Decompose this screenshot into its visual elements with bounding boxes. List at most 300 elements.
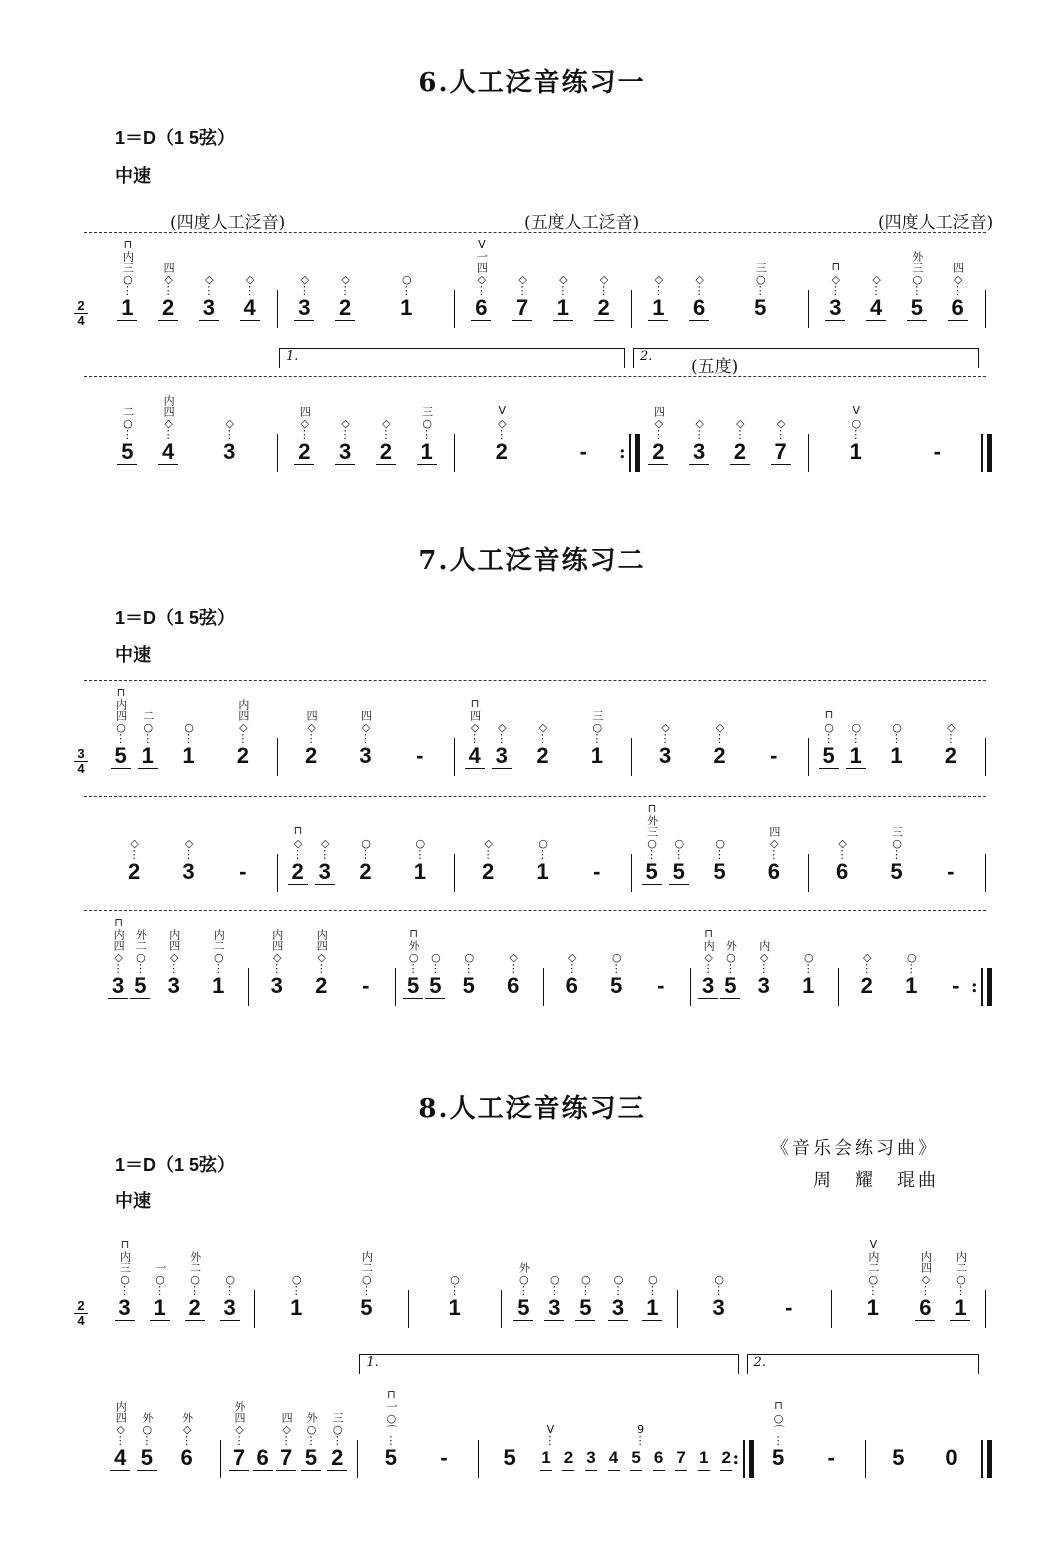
technique-marks — [406, 837, 434, 860]
technique-mark: ⊓内三○ — [118, 1238, 132, 1286]
technique-mark: 三○ — [890, 826, 904, 850]
note-digit: 3 — [757, 973, 770, 998]
barline — [277, 738, 278, 776]
barline — [631, 854, 632, 892]
harmonic-dots: ⋮ — [339, 428, 351, 441]
note — [403, 927, 423, 999]
volta-bracket: 2. — [747, 1354, 979, 1374]
technique-mark: ◇ — [128, 837, 142, 850]
note-digit: 5 — [771, 1445, 785, 1470]
technique-marks — [352, 710, 380, 744]
key-signature: 1＝D（1 5弦） — [115, 128, 236, 148]
technique-marks — [331, 273, 359, 296]
note — [335, 273, 355, 321]
harmonic-dots: ⋮ — [290, 1284, 302, 1297]
technique-mark: 内二○ — [212, 929, 226, 964]
harmonic-dots: ⋮ — [421, 428, 433, 441]
technique-mark: 内四◇ — [919, 1251, 933, 1286]
note — [689, 273, 709, 321]
note — [750, 262, 770, 320]
harmonic-dots: ⋮ — [121, 284, 133, 297]
time-signature — [74, 1300, 88, 1327]
note — [798, 951, 818, 998]
harmonic-dots: ⋮ — [305, 1434, 317, 1447]
note-digit: 3 — [182, 859, 195, 884]
note-digit: 2 — [298, 439, 311, 464]
technique-mark: ○ — [536, 837, 550, 850]
note-digit: 1 — [141, 743, 154, 768]
note-digit: 6 — [767, 859, 780, 884]
technique-mark: ◇ — [536, 721, 550, 734]
note-digit: 1 — [954, 1295, 967, 1320]
note-digit: - — [933, 439, 941, 464]
repeat-barline — [743, 1440, 754, 1478]
technique-marks — [215, 417, 243, 440]
harmonic-dots: ⋮ — [319, 848, 331, 861]
harmonic-dots: ⋮ — [128, 848, 140, 861]
harmonic-dots: ⋮ — [475, 284, 487, 297]
technique-marks — [583, 710, 611, 744]
technique-marks — [767, 417, 795, 440]
note-digit: - — [593, 859, 601, 884]
technique-mark: 三○ — [331, 1412, 345, 1436]
note — [863, 1238, 883, 1320]
note-digit: 6 — [256, 1445, 269, 1470]
note — [730, 417, 750, 465]
technique-marks — [133, 1412, 161, 1446]
note-digit: 3 — [712, 1295, 725, 1320]
note — [220, 1273, 240, 1321]
note — [500, 1446, 520, 1470]
harmonic-dots: ⋮ — [612, 1284, 624, 1297]
note — [117, 406, 137, 465]
harmonic-extension-line — [84, 680, 986, 681]
note — [492, 721, 512, 769]
technique-marks — [352, 1251, 380, 1296]
note-digit: - — [827, 1445, 835, 1470]
time-signature — [74, 748, 88, 775]
note — [887, 721, 907, 768]
note-digit: 1 — [905, 973, 918, 998]
time-denominator: 4 — [77, 313, 85, 328]
time-signature — [74, 300, 88, 327]
note-digit: 2 — [495, 439, 508, 464]
harmonic-dots: ⋮ — [429, 962, 441, 975]
time-numerator: 2 — [77, 298, 85, 313]
technique-mark: ○ — [612, 1273, 625, 1286]
technique-marks — [488, 721, 516, 744]
technique-marks — [665, 837, 693, 860]
technique-mark: ○ — [182, 721, 196, 734]
note-digit: 4 — [162, 439, 175, 464]
time-numerator: 2 — [77, 1298, 85, 1313]
staff-line — [0, 1355, 1064, 1506]
technique-marks — [272, 1412, 300, 1446]
barline — [454, 434, 455, 472]
technique-marks — [764, 1399, 792, 1446]
note-digit: 6 — [475, 295, 488, 320]
note — [108, 916, 128, 999]
harmonic-dots: ⋮ — [850, 428, 862, 441]
technique-marks — [297, 710, 325, 744]
harmonic-dots: ⋮ — [142, 732, 154, 745]
note-digit: 1 — [420, 439, 433, 464]
harmonic-dots: ⋮ — [714, 848, 725, 861]
repeat-sign: : — [971, 976, 978, 997]
technique-mark: 内二○ — [954, 1251, 968, 1286]
harmonic-dots: ⋮ — [566, 962, 578, 975]
note-digit: 5 — [724, 973, 737, 998]
note-digit: 3 — [298, 295, 311, 320]
note-digit: 1 — [448, 1295, 461, 1320]
technique-mark: 内四◇ — [162, 395, 176, 430]
technique-mark: ⊓外○ — [407, 927, 421, 964]
harmonic-dots: ⋮ — [496, 732, 508, 745]
harmonic-dots: ⋮ — [516, 284, 528, 297]
technique-marks — [225, 1401, 253, 1446]
barline — [677, 1290, 678, 1328]
technique-mark: ⊓◇ — [291, 824, 305, 850]
technique-mark: ◇ — [379, 417, 393, 430]
note-digit: 2 — [339, 295, 352, 320]
harmonic-dots: ⋮ — [768, 848, 780, 861]
note-digit: 7 — [774, 439, 787, 464]
harmonic-dots: ⋮ — [134, 962, 146, 975]
technique-mark: ○ — [713, 837, 727, 850]
note-digit: 6 — [565, 973, 578, 998]
technique-marks — [536, 1423, 564, 1446]
technique-mark: 二○ — [141, 710, 155, 734]
harmonic-dots: ⋮ — [610, 962, 622, 975]
barline — [631, 738, 632, 776]
harmonic-dots: ⋮ — [952, 284, 964, 297]
note — [901, 951, 921, 998]
note-digit: 2 — [721, 1448, 731, 1467]
note — [356, 837, 376, 884]
harmonic-dots: ⋮ — [244, 284, 256, 297]
technique-mark: ⊓一○⌒ — [384, 1388, 398, 1436]
note — [311, 929, 331, 998]
technique-mark: ○ — [548, 1273, 562, 1286]
technique-marks — [297, 1412, 325, 1446]
note — [915, 1251, 935, 1321]
harmonic-dots: ⋮ — [724, 962, 736, 975]
technique-marks — [421, 951, 449, 974]
harmonic-dots: ⋮ — [579, 1284, 591, 1297]
harmonic-dots: ⋮ — [463, 962, 475, 975]
note — [948, 262, 968, 321]
note — [533, 721, 553, 768]
harmonic-dots: ⋮ — [360, 1284, 372, 1297]
note-digit: 5 — [713, 859, 726, 884]
harmonic-dots: ⋮ — [802, 962, 814, 975]
harmonic-dots: ⋮ — [911, 284, 923, 297]
technique-marks — [120, 837, 148, 860]
technique-mark: 四◇ — [652, 406, 666, 430]
technique-mark: ◇ — [298, 273, 312, 286]
harmonic-dots: ⋮ — [867, 1284, 879, 1297]
note-digit: 5 — [121, 439, 134, 464]
note — [710, 837, 730, 884]
note-digit: - — [657, 973, 665, 998]
note-digit: 5 — [672, 859, 685, 884]
harmonic-dots: ⋮ — [713, 1284, 725, 1297]
note-digit: 5 — [384, 1445, 397, 1470]
technique-mark: ◇ — [556, 273, 570, 286]
note-digit: 2 — [305, 743, 318, 768]
technique-marks — [392, 273, 420, 296]
note-digit: 5 — [910, 295, 923, 320]
note — [941, 721, 961, 768]
note-digit: 2 — [860, 973, 873, 998]
note — [381, 1388, 401, 1470]
technique-marks — [602, 951, 630, 974]
note-digit: - — [947, 859, 955, 884]
technique-mark: 内四◇ — [167, 929, 181, 964]
staff-line — [0, 1238, 1064, 1356]
note-digit: 3 — [586, 1448, 596, 1467]
note-digit: 6 — [951, 295, 964, 320]
harmonic-dots: ⋮ — [544, 1434, 556, 1447]
note-digit: - — [770, 743, 778, 768]
technique-mark: ○ — [890, 721, 904, 734]
note-digit: 3 — [693, 439, 706, 464]
barline — [808, 290, 809, 328]
note — [267, 929, 287, 998]
note-digit: 4 — [114, 1445, 127, 1470]
harmonic-dots: ⋮ — [517, 1284, 529, 1297]
note-digit: 5 — [407, 973, 420, 998]
technique-marks — [474, 837, 502, 860]
composer: 周 耀 琨曲 — [813, 1170, 939, 1191]
note — [503, 951, 523, 998]
note-digit: 1 — [121, 295, 134, 320]
technique-marks — [558, 951, 586, 974]
technique-mark: V内二○ — [866, 1238, 880, 1286]
harmonic-dots: ⋮ — [537, 848, 548, 861]
technique-marks — [311, 837, 339, 860]
note-digit: 6 — [507, 973, 520, 998]
technique-marks — [651, 721, 679, 744]
harmonic-dots: ⋮ — [905, 962, 917, 975]
barline — [838, 968, 839, 1006]
harmonic-dots: ⋮ — [598, 284, 610, 297]
note-digit: 5 — [114, 743, 127, 768]
technique-marks — [284, 824, 312, 860]
technique-mark: ◇ — [223, 417, 237, 430]
note — [164, 929, 184, 998]
technique-mark: 外○ — [724, 940, 738, 964]
barline — [248, 968, 249, 1006]
note — [425, 951, 445, 999]
barline — [543, 968, 544, 1006]
technique-marks — [107, 686, 135, 744]
note-digit: 5 — [140, 1445, 153, 1470]
note-digit: 1 — [182, 743, 195, 768]
technique-mark: ◇ — [495, 721, 509, 734]
technique-mark: ○ — [672, 837, 686, 850]
extension-dash — [941, 860, 961, 884]
technique-marks — [290, 406, 318, 440]
technique-mark: ○ — [905, 951, 919, 964]
staff-line — [0, 802, 1064, 920]
barline — [277, 854, 278, 892]
note-digit: 3 — [829, 295, 842, 320]
staff-line — [0, 686, 1064, 804]
note — [294, 273, 314, 321]
harmonic-dots: ⋮ — [339, 284, 351, 297]
technique-marks — [821, 260, 849, 296]
technique-marks — [113, 406, 141, 440]
harmonic-dots: ⋮ — [298, 428, 310, 441]
note-digit: 5 — [503, 1445, 516, 1470]
harmonic-dots: ⋮ — [315, 962, 327, 975]
note — [771, 417, 791, 465]
technique-mark: ○ — [462, 951, 476, 964]
extension-dash — [356, 974, 376, 998]
technique-mark: 三○ — [420, 406, 434, 430]
harmonic-dots: ⋮ — [891, 848, 902, 861]
note — [208, 929, 228, 998]
technique-mark: ○ — [610, 951, 624, 964]
note-digit: 1 — [646, 1295, 659, 1320]
harmonic-dots: ⋮ — [772, 1434, 784, 1447]
technique-mark: V○ — [849, 404, 863, 430]
technique-mark: 四◇ — [767, 826, 781, 850]
technique-mark: ◇ — [944, 721, 958, 734]
harmonic-dots: ⋮ — [183, 848, 194, 861]
harmonic-dots: ⋮ — [119, 1284, 131, 1297]
note — [720, 1446, 732, 1471]
technique-mark: V一四◇ — [475, 238, 489, 286]
note-digit: 2 — [128, 859, 141, 884]
technique-marks — [549, 273, 577, 296]
harmonic-dots: ⋮ — [870, 284, 882, 297]
technique-marks — [529, 721, 557, 744]
technique-mark: ○ — [802, 951, 816, 964]
technique-marks — [413, 406, 441, 440]
technique-mark: ⊓内三○ — [121, 238, 135, 286]
harmonic-dots: ⋮ — [181, 1434, 193, 1447]
note-digit: 3 — [202, 295, 215, 320]
note-digit: 3 — [611, 1295, 625, 1320]
note-digit: - — [952, 973, 960, 998]
barline — [631, 290, 632, 328]
harmonic-dots: ⋮ — [823, 732, 835, 745]
technique-marks — [154, 395, 182, 440]
technique-marks — [685, 273, 713, 296]
repeat-sign: : — [732, 1448, 740, 1469]
technique-marks — [726, 417, 754, 440]
note-digit: 1 — [590, 743, 603, 768]
note — [720, 940, 740, 999]
barline — [985, 738, 986, 776]
technique-mark: 外二○ — [188, 1251, 202, 1286]
technique-mark: ○ — [359, 837, 373, 850]
note-digit: 2 — [162, 295, 175, 320]
harmonic-dots: ⋮ — [233, 1434, 245, 1447]
technique-marks — [862, 273, 890, 296]
harmonic-dots: ⋮ — [891, 732, 902, 745]
note-digit: 4 — [608, 1448, 619, 1467]
technique-marks — [529, 837, 557, 860]
harmonic-dots: ⋮ — [548, 1284, 560, 1297]
note-digit: - — [239, 859, 247, 884]
note-digit: 5 — [304, 1445, 318, 1470]
technique-marks — [204, 929, 232, 974]
note — [253, 1446, 273, 1471]
technique-mark: 一○ — [153, 1262, 167, 1286]
technique-marks — [590, 273, 618, 296]
technique-mark: ◇ — [516, 273, 530, 286]
extension-dash — [573, 440, 593, 464]
note — [240, 273, 260, 321]
harmonic-dots: ⋮ — [400, 284, 412, 297]
technique-mark: 外二○ — [134, 929, 148, 964]
technique-marks — [352, 837, 380, 860]
note — [648, 406, 668, 465]
note — [950, 1251, 970, 1321]
note-digit: 7 — [676, 1448, 686, 1467]
note-digit: 2 — [713, 743, 726, 768]
note-digit: 5 — [890, 859, 903, 884]
technique-marks — [946, 1251, 974, 1296]
note-digit: 5 — [754, 295, 767, 320]
technique-mark: 外○ — [305, 1412, 319, 1436]
barline — [454, 854, 455, 892]
note-digit: 2 — [536, 743, 549, 768]
technique-marks — [331, 417, 359, 440]
note-digit: 3 — [339, 439, 352, 464]
note — [553, 273, 573, 321]
harmonic-dots: ⋮ — [646, 1284, 658, 1297]
note — [158, 395, 178, 465]
piece-title: 6.人工泛音练习一 — [418, 68, 646, 98]
harmonic-dots: ⋮ — [112, 962, 124, 975]
barline — [865, 1440, 866, 1478]
note — [587, 710, 607, 768]
note — [689, 417, 709, 465]
harmonic-dots: ⋮ — [292, 848, 304, 861]
harmonic-dots: ⋮ — [469, 732, 481, 745]
note-digit: 3 — [223, 439, 236, 464]
extension-dash — [233, 860, 253, 884]
note-digit: 5 — [360, 1295, 373, 1320]
note-digit: 1 — [556, 295, 569, 320]
barline — [277, 434, 278, 472]
technique-mark: 内四◇ — [236, 699, 250, 734]
technique-mark: 内二○ — [360, 1251, 374, 1286]
note-digit: 1 — [866, 1295, 879, 1320]
note — [648, 273, 668, 321]
note — [301, 710, 321, 768]
note — [857, 951, 877, 998]
note — [177, 1412, 197, 1470]
technique-mark: ◇ — [870, 273, 884, 286]
measure-annotation: (四度人工泛音) — [878, 213, 994, 233]
technique-mark: 二○ — [121, 406, 135, 430]
technique-mark: 四◇ — [162, 262, 176, 286]
technique-mark: ◇ — [733, 417, 747, 430]
barline — [220, 1440, 221, 1478]
extension-dash — [651, 974, 671, 998]
note-digit: 5 — [462, 973, 475, 998]
technique-marks — [842, 721, 870, 744]
repeat-sign: : — [619, 442, 626, 463]
note-digit: 3 — [223, 1295, 236, 1320]
harmonic-extension-line — [84, 376, 986, 377]
final-barline — [981, 1440, 992, 1478]
